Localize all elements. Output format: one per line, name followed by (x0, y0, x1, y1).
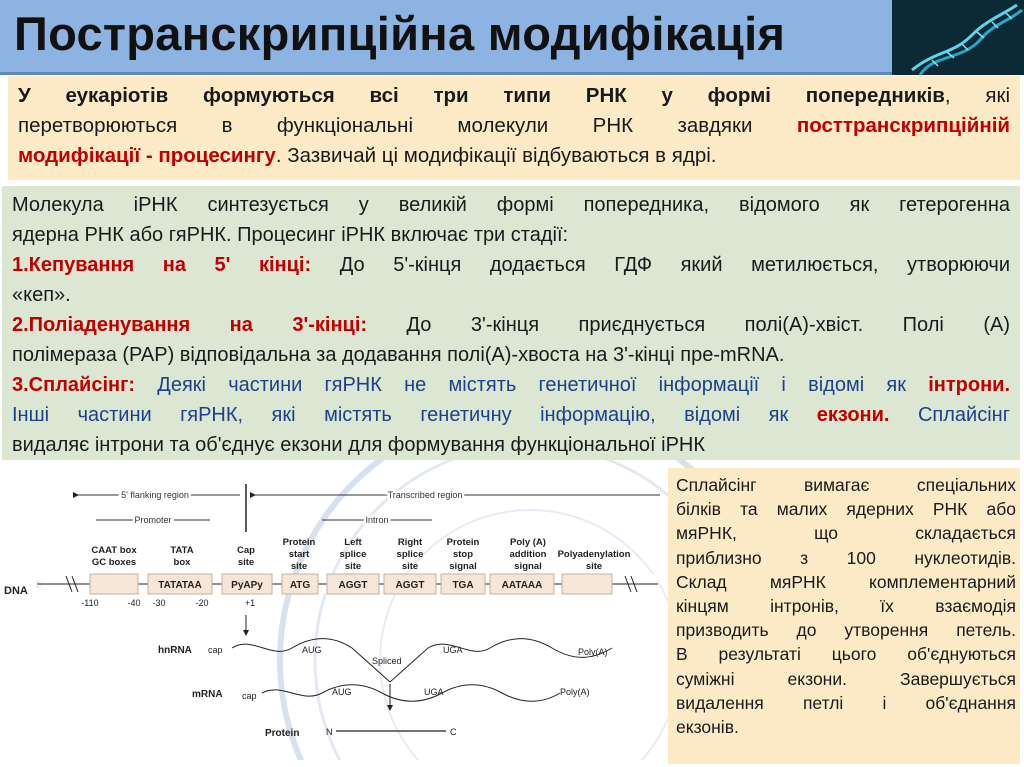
title-bar (0, 0, 892, 75)
stage-2-heading: 2.Поліаденування на 3'-кінці: (12, 314, 368, 336)
side-text-line: В результаті цього об'єднуються (676, 644, 1016, 665)
side-text-line: білків та малих ядерних РНК або (676, 499, 1016, 520)
pyapy-box: PyAPy (231, 580, 263, 591)
left-splice-label: splice (339, 549, 367, 560)
flanking-label: 5' flanking region (121, 490, 189, 500)
intro-text-fragment: . Зазвичай ці модифікації відбуваються в ядрі. (275, 144, 717, 167)
hnrna-aug: AUG (302, 645, 322, 655)
side-text-line: Сплайсінг вимагає спеціальних (676, 475, 1016, 495)
start-site-label: site (290, 561, 308, 572)
polya-signal-label: signal (514, 561, 542, 572)
tata-label: box (173, 557, 191, 568)
side-text-line: кінцям інтронів, їх взаємодія (676, 595, 1016, 616)
dna-helix-icon (892, 0, 1024, 75)
gene-diagram (0, 470, 668, 767)
side-text-line: приблизно з 100 нуклеотидів. (676, 547, 1016, 568)
position-label: -110 (81, 598, 99, 608)
mrna-cap: cap (242, 691, 257, 701)
protein-label: Protein (265, 728, 300, 739)
side-text-line: видалення петлі і об'єднання (676, 692, 1016, 713)
stage-2-text: полімераза (PAP) відповідальна за додавання полі(А)-хвоста на 3'-кінці пре-mRNA. (12, 344, 785, 366)
right-splice-label: splice (396, 549, 424, 560)
aggt-box-2: AGGT (395, 580, 425, 591)
cap-site-label: Cap (237, 545, 255, 556)
side-text-line: мяРНК, що складається (676, 523, 1016, 544)
start-site-label: start (288, 549, 310, 560)
stage-3-text: Сплайсінг (889, 404, 1010, 426)
caat-label: CAAT box (91, 545, 137, 556)
stage-3-heading: 3.Сплайсінг: (12, 374, 136, 396)
transcribed-label: Transcribed region (387, 490, 463, 500)
position-label: +1 (244, 598, 256, 608)
intro-highlight: модифікації - процесингу (18, 144, 276, 167)
aggt-box: AGGT (338, 580, 368, 591)
tata-label: TATA (170, 545, 194, 556)
position-label: -40 (127, 598, 141, 608)
intro-text (18, 81, 1010, 171)
tataaa-box: TATATAA (158, 580, 202, 591)
polyadenylation-label: site (585, 561, 603, 572)
main-text (12, 190, 1010, 460)
position-label: -30 (152, 598, 166, 608)
intro-bold-text: У еукаріотів формуються всі три типи РНК у формі попередників (18, 84, 945, 107)
stop-signal-label: signal (449, 561, 477, 572)
exons-term: екзони. (816, 404, 890, 426)
hnrna-label: hnRNA (158, 645, 192, 656)
side-text-line: суміжні екзони. Завершується (676, 668, 1016, 689)
mrna-polya: Poly(A) (560, 687, 590, 697)
side-text (676, 473, 1016, 739)
intro-text-fragment: перетворюються в функціональні молекули РНК завдяки (18, 114, 797, 137)
stop-signal-label: stop (452, 549, 474, 560)
right-splice-label: Right (397, 537, 423, 548)
caat-label: GC boxes (91, 557, 137, 568)
main-line: Молекула іРНК синтезується у великій формі попередника, відомого як гетерогенна (12, 194, 1010, 216)
stage-2-text: До 3'-кінця приєднується полі(А)-хвіст. Полі (А) (367, 314, 1010, 336)
mrna-uga: UGA (424, 687, 444, 697)
polya-signal-label: addition (509, 549, 547, 560)
stage-3-text: Інші частини гяРНК, які містять генетичну інформацію, відомі як (12, 404, 817, 426)
side-text-line: екзонів. (676, 716, 739, 737)
tga-box: TGA (452, 580, 474, 591)
dna-label: DNA (4, 585, 28, 597)
hnrna-uga: UGA (443, 645, 463, 655)
stage-1-text: До 5'-кінця додається ГДФ який метилюється, утворюючи (311, 254, 1010, 276)
atg-box: ATG (289, 580, 311, 591)
mrna-label: mRNA (192, 689, 223, 700)
hnrna-polya: Poly(A) (578, 647, 608, 657)
protein-c: C (450, 727, 457, 737)
stage-3-text: Деякі частини гяРНК не містять генетичної інформації і відомі як (135, 374, 929, 396)
stage-1-text: «кеп». (12, 284, 71, 306)
mrna-aug: AUG (332, 687, 352, 697)
position-label: -20 (195, 598, 209, 608)
side-text-line: Склад мяРНК комплементарний (676, 571, 1016, 592)
polyadenylation-label: Polyadenylation (557, 549, 631, 560)
spliced-label: Spliced (372, 656, 402, 666)
promoter-label: Promoter (134, 515, 172, 525)
main-line: ядерна РНК або гяРНК. Процесинг іРНК включає три стадії: (12, 224, 569, 246)
left-splice-label: Left (344, 537, 362, 548)
start-site-label: Protein (282, 537, 316, 548)
intro-text-fragment: , які (944, 84, 1010, 107)
side-text-line: призводить до утворення петель. (676, 620, 1016, 641)
cap-site-label: site (237, 557, 255, 568)
left-splice-label: site (344, 561, 362, 572)
stage-1-heading: 1.Кепування на 5' кінці: (12, 254, 312, 276)
introns-term: інтрони. (928, 374, 1010, 396)
intron-label: Intron (365, 515, 389, 525)
page-title: Пострaнскрипційна модифікація (14, 7, 786, 60)
stage-3-text: видаляє інтрони та об'єднує екзони для формування функціональної іРНК (12, 434, 706, 456)
protein-n: N (326, 727, 333, 737)
right-splice-label: site (401, 561, 419, 572)
hnrna-cap: cap (208, 645, 223, 655)
dna-logo-image (892, 0, 1024, 75)
stop-signal-label: Protein (446, 537, 480, 548)
intro-highlight: посттранскрипційній (796, 114, 1010, 137)
polya-signal-label: Poly (A) (510, 537, 546, 548)
aataaa-box: AATAAA (501, 580, 543, 591)
